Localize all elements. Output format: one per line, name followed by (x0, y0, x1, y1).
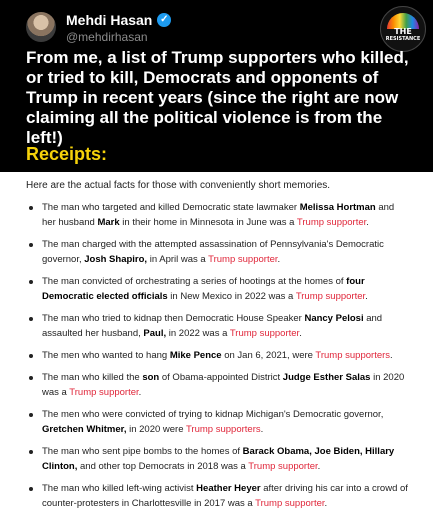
item-b1: four Democratic elected officials (42, 276, 365, 302)
list-item (26, 311, 410, 341)
item-b1: Mike Pence (169, 350, 222, 361)
bullet-icon (29, 317, 33, 321)
item-r: Trump supporter (208, 254, 278, 265)
item-r: Trump supporters (185, 424, 261, 435)
item-b2: Mark (97, 217, 120, 228)
item-p4: . (138, 387, 142, 398)
item-p2: in 2020 were (126, 424, 186, 435)
receipts-card (0, 172, 433, 531)
item-b2: Judge Esther Salas (282, 372, 371, 383)
item-p4: . (260, 424, 264, 435)
item-p2: and assaulted her husband, (42, 313, 383, 339)
item-r: Trump supporter (229, 328, 300, 339)
item-p1: The man who tried to kidnap then Democratic House Speaker (42, 313, 305, 324)
item-p4: . (324, 498, 328, 509)
author-handle[interactable]: @mehdirhasan (66, 30, 148, 44)
item-b1: Josh Shapiro, (84, 254, 148, 265)
item-b1: Heather Heyer (196, 483, 261, 494)
list-item (26, 370, 410, 400)
item-r: Trump supporter (296, 217, 367, 228)
bullet-icon (29, 376, 33, 380)
item-b1: Gretchen Whitmer, (42, 424, 127, 435)
bullet-icon (29, 354, 33, 358)
item-p4: . (365, 291, 368, 302)
bullet-icon (29, 280, 33, 284)
resistance-badge (380, 6, 426, 52)
list-item (26, 200, 410, 230)
item-p1: The man who killed the (42, 372, 143, 383)
item-p1: The man charged with the attempted assassination of Pennsylvania's Democratic governor, (42, 239, 384, 265)
author-row (66, 12, 171, 28)
list-item (26, 237, 410, 267)
list-item (26, 274, 410, 304)
bullet-icon (29, 413, 33, 417)
item-p1: The man who sent pipe bombs to the homes of (42, 446, 243, 457)
tweet-headline: From me, a list of Trump supporters who killed, or tried to kill, Democrats and opponents of Trump in recent years (since the right are now claiming all the political violence is from the left!) (26, 48, 409, 147)
item-p4: . (299, 328, 302, 339)
list-item (26, 348, 410, 363)
bullet-icon (29, 206, 33, 210)
item-p2: in New Mexico in 2022 was a (167, 291, 296, 302)
item-p4: . (317, 461, 321, 472)
verified-badge-icon: ✓ (157, 13, 171, 27)
item-r: Trump supporter (295, 291, 366, 302)
bullet-icon (29, 487, 33, 491)
badge-line2: RESISTANCE (385, 36, 421, 42)
item-p4: . (390, 350, 393, 361)
item-p2: and other top Democrats in 2018 was a (77, 461, 249, 472)
item-p1: The man who targeted and killed Democratic state lawmaker (42, 202, 300, 213)
item-p1: The men who were convicted of trying to kidnap Michigan's Democratic governor, (42, 409, 384, 420)
item-b2: Paul, (143, 328, 167, 339)
item-p2: in April was a (147, 254, 209, 265)
item-p2: and her husband (42, 202, 395, 228)
item-b1: Barack Obama, Joe Biden, Hillary Clinton, (42, 446, 395, 472)
list-item (26, 481, 410, 511)
author-name[interactable]: Mehdi Hasan (66, 12, 153, 28)
bullet-icon (29, 450, 33, 454)
item-p1: The men who wanted to hang (42, 350, 170, 361)
receipts-list (26, 200, 410, 518)
bullet-icon (29, 243, 33, 247)
intro-text: Here are the actual facts for those with conveniently short memories. (26, 180, 331, 191)
item-p1: The man who killed left-wing activist (42, 483, 197, 494)
item-p4: . (277, 254, 281, 265)
item-r: Trump supporter (255, 498, 325, 509)
item-p2: of Obama-appointed District (159, 372, 283, 383)
receipts-heading: Receipts: (26, 144, 108, 164)
list-item (26, 444, 410, 474)
item-p2: after driving his car into a crowd of counter-protesters in Charlottesville in 2017 was a (42, 483, 408, 509)
item-p3: in their home in Minnesota in June was a (119, 217, 297, 228)
item-p2: on Jan 6, 2021, were (221, 350, 316, 361)
item-r: Trump supporters (315, 350, 391, 361)
item-p3: in 2020 was a (42, 372, 405, 398)
item-b1: Melissa Hortman (299, 202, 376, 213)
tweet-header (0, 0, 433, 172)
item-b1: son (142, 372, 160, 383)
item-r: Trump supporter (69, 387, 139, 398)
avatar[interactable] (26, 12, 56, 42)
badge-line1: THE (394, 27, 412, 36)
item-r: Trump supporter (248, 461, 318, 472)
list-item (26, 407, 410, 437)
item-p4: . (366, 217, 369, 228)
item-p1: The man convicted of orchestrating a series of hootings at the homes of (42, 276, 347, 287)
item-b1: Nancy Pelosi (304, 313, 364, 324)
item-p3: in 2022 was a (166, 328, 230, 339)
